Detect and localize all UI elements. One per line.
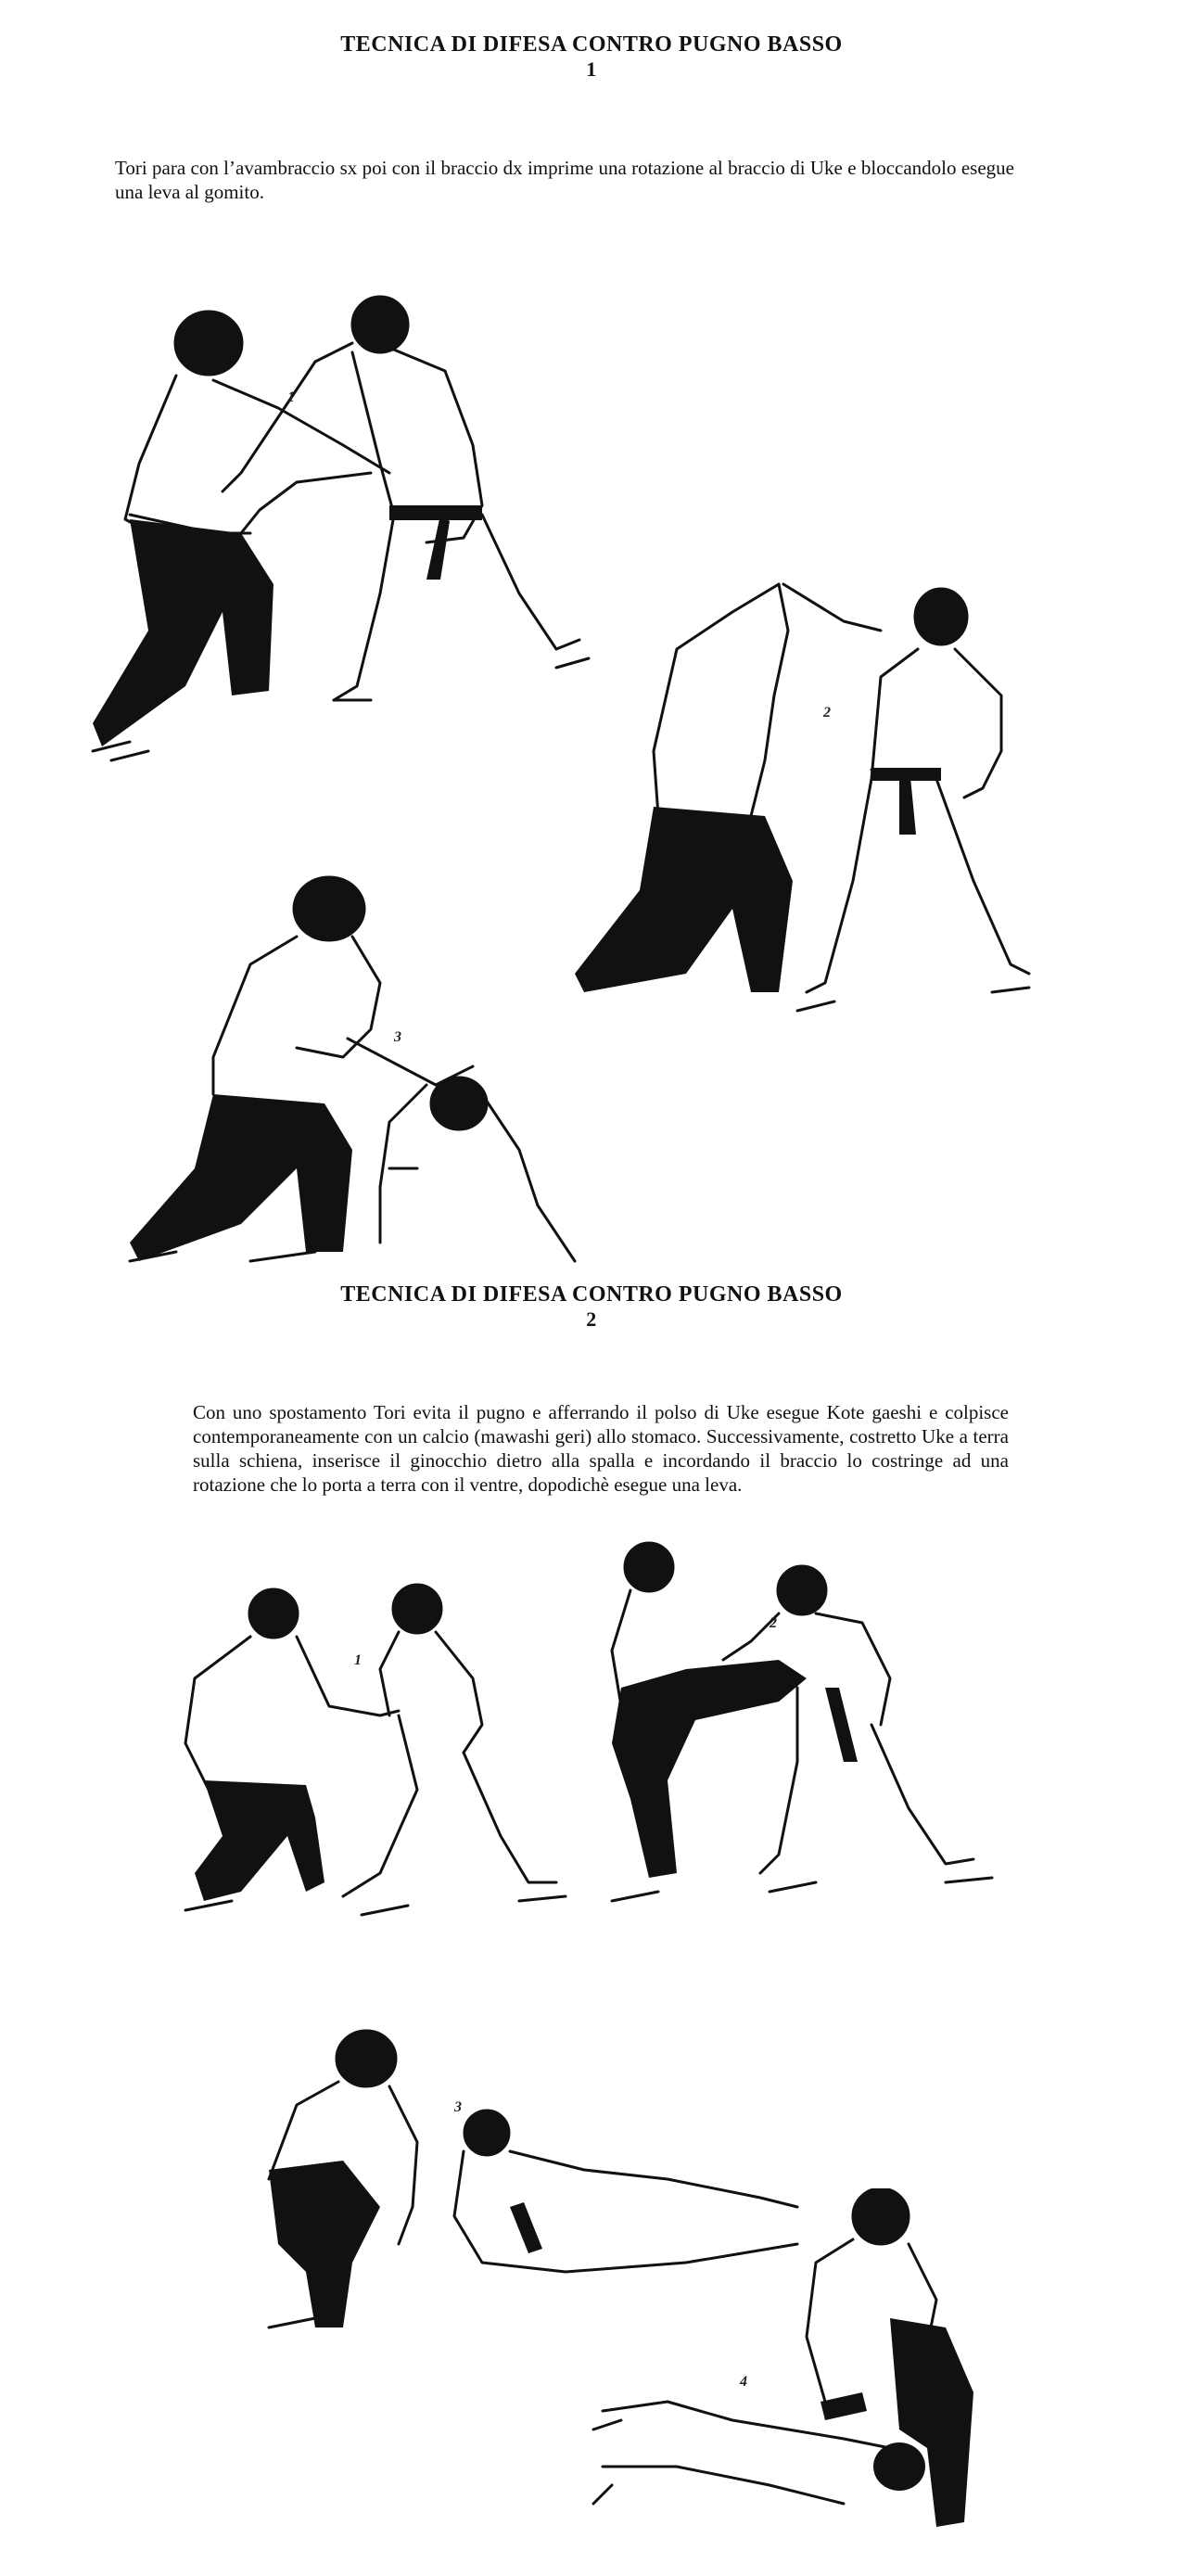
figure-1-1-illustration [74, 278, 593, 797]
figure-2-1-illustration [167, 1576, 593, 1929]
figure-2-4-label: 4 [740, 2374, 747, 2390]
section-2-description: Con uno spostamento Tori evita il pugno e afferrando il polso di Uke esegue Kote gaeshi e colpisce contemporaneamente con un calcio (mawashi geri) allo stomaco. Successivamente, costretto Uke a terra sulla schiena, inserisce il ginocchio dietro alla spalla e incordando il braccio lo costringe ad una rotazione che lo porta a terra con il ventre, dopodichè esegue una leva. [193, 1401, 1009, 1496]
section-1-description: Tori para con l’avambraccio sx poi con il braccio dx imprime una rotazione al braccio di Uke e bloccandolo esegue una leva al gomito. [115, 157, 1014, 203]
figure-2-3-label: 3 [454, 2099, 462, 2115]
figure-2-2-label: 2 [770, 1615, 777, 1631]
section-2-number: 2 [586, 1307, 597, 1331]
figure-2-1-drawing [167, 1576, 593, 1929]
section-1-number: 1 [586, 57, 597, 81]
figure-1-2-drawing [566, 566, 1048, 1029]
figure-1-3-illustration [111, 872, 593, 1280]
figure-1-1-label: 1 [287, 389, 295, 405]
figure-1-3-label: 3 [394, 1029, 401, 1045]
section-1-title [0, 32, 1183, 82]
figure-1-1-drawing [74, 278, 593, 797]
figure-2-1-label: 1 [354, 1652, 362, 1668]
figure-2-4-illustration [584, 2188, 1048, 2559]
section-1-title-text: TECNICA DI DIFESA CONTRO PUGNO BASSO [340, 32, 843, 57]
figure-2-4-drawing [584, 2188, 1048, 2559]
figure-2-2-illustration [593, 1539, 1020, 1929]
section-2-title-text: TECNICA DI DIFESA CONTRO PUGNO BASSO [340, 1282, 843, 1307]
figure-1-2-illustration [566, 566, 1048, 1029]
figure-1-2-label: 2 [823, 705, 831, 721]
figure-1-3-drawing [111, 872, 593, 1280]
figure-2-2-drawing [593, 1539, 1020, 1929]
section-2-title [0, 1282, 1183, 1332]
